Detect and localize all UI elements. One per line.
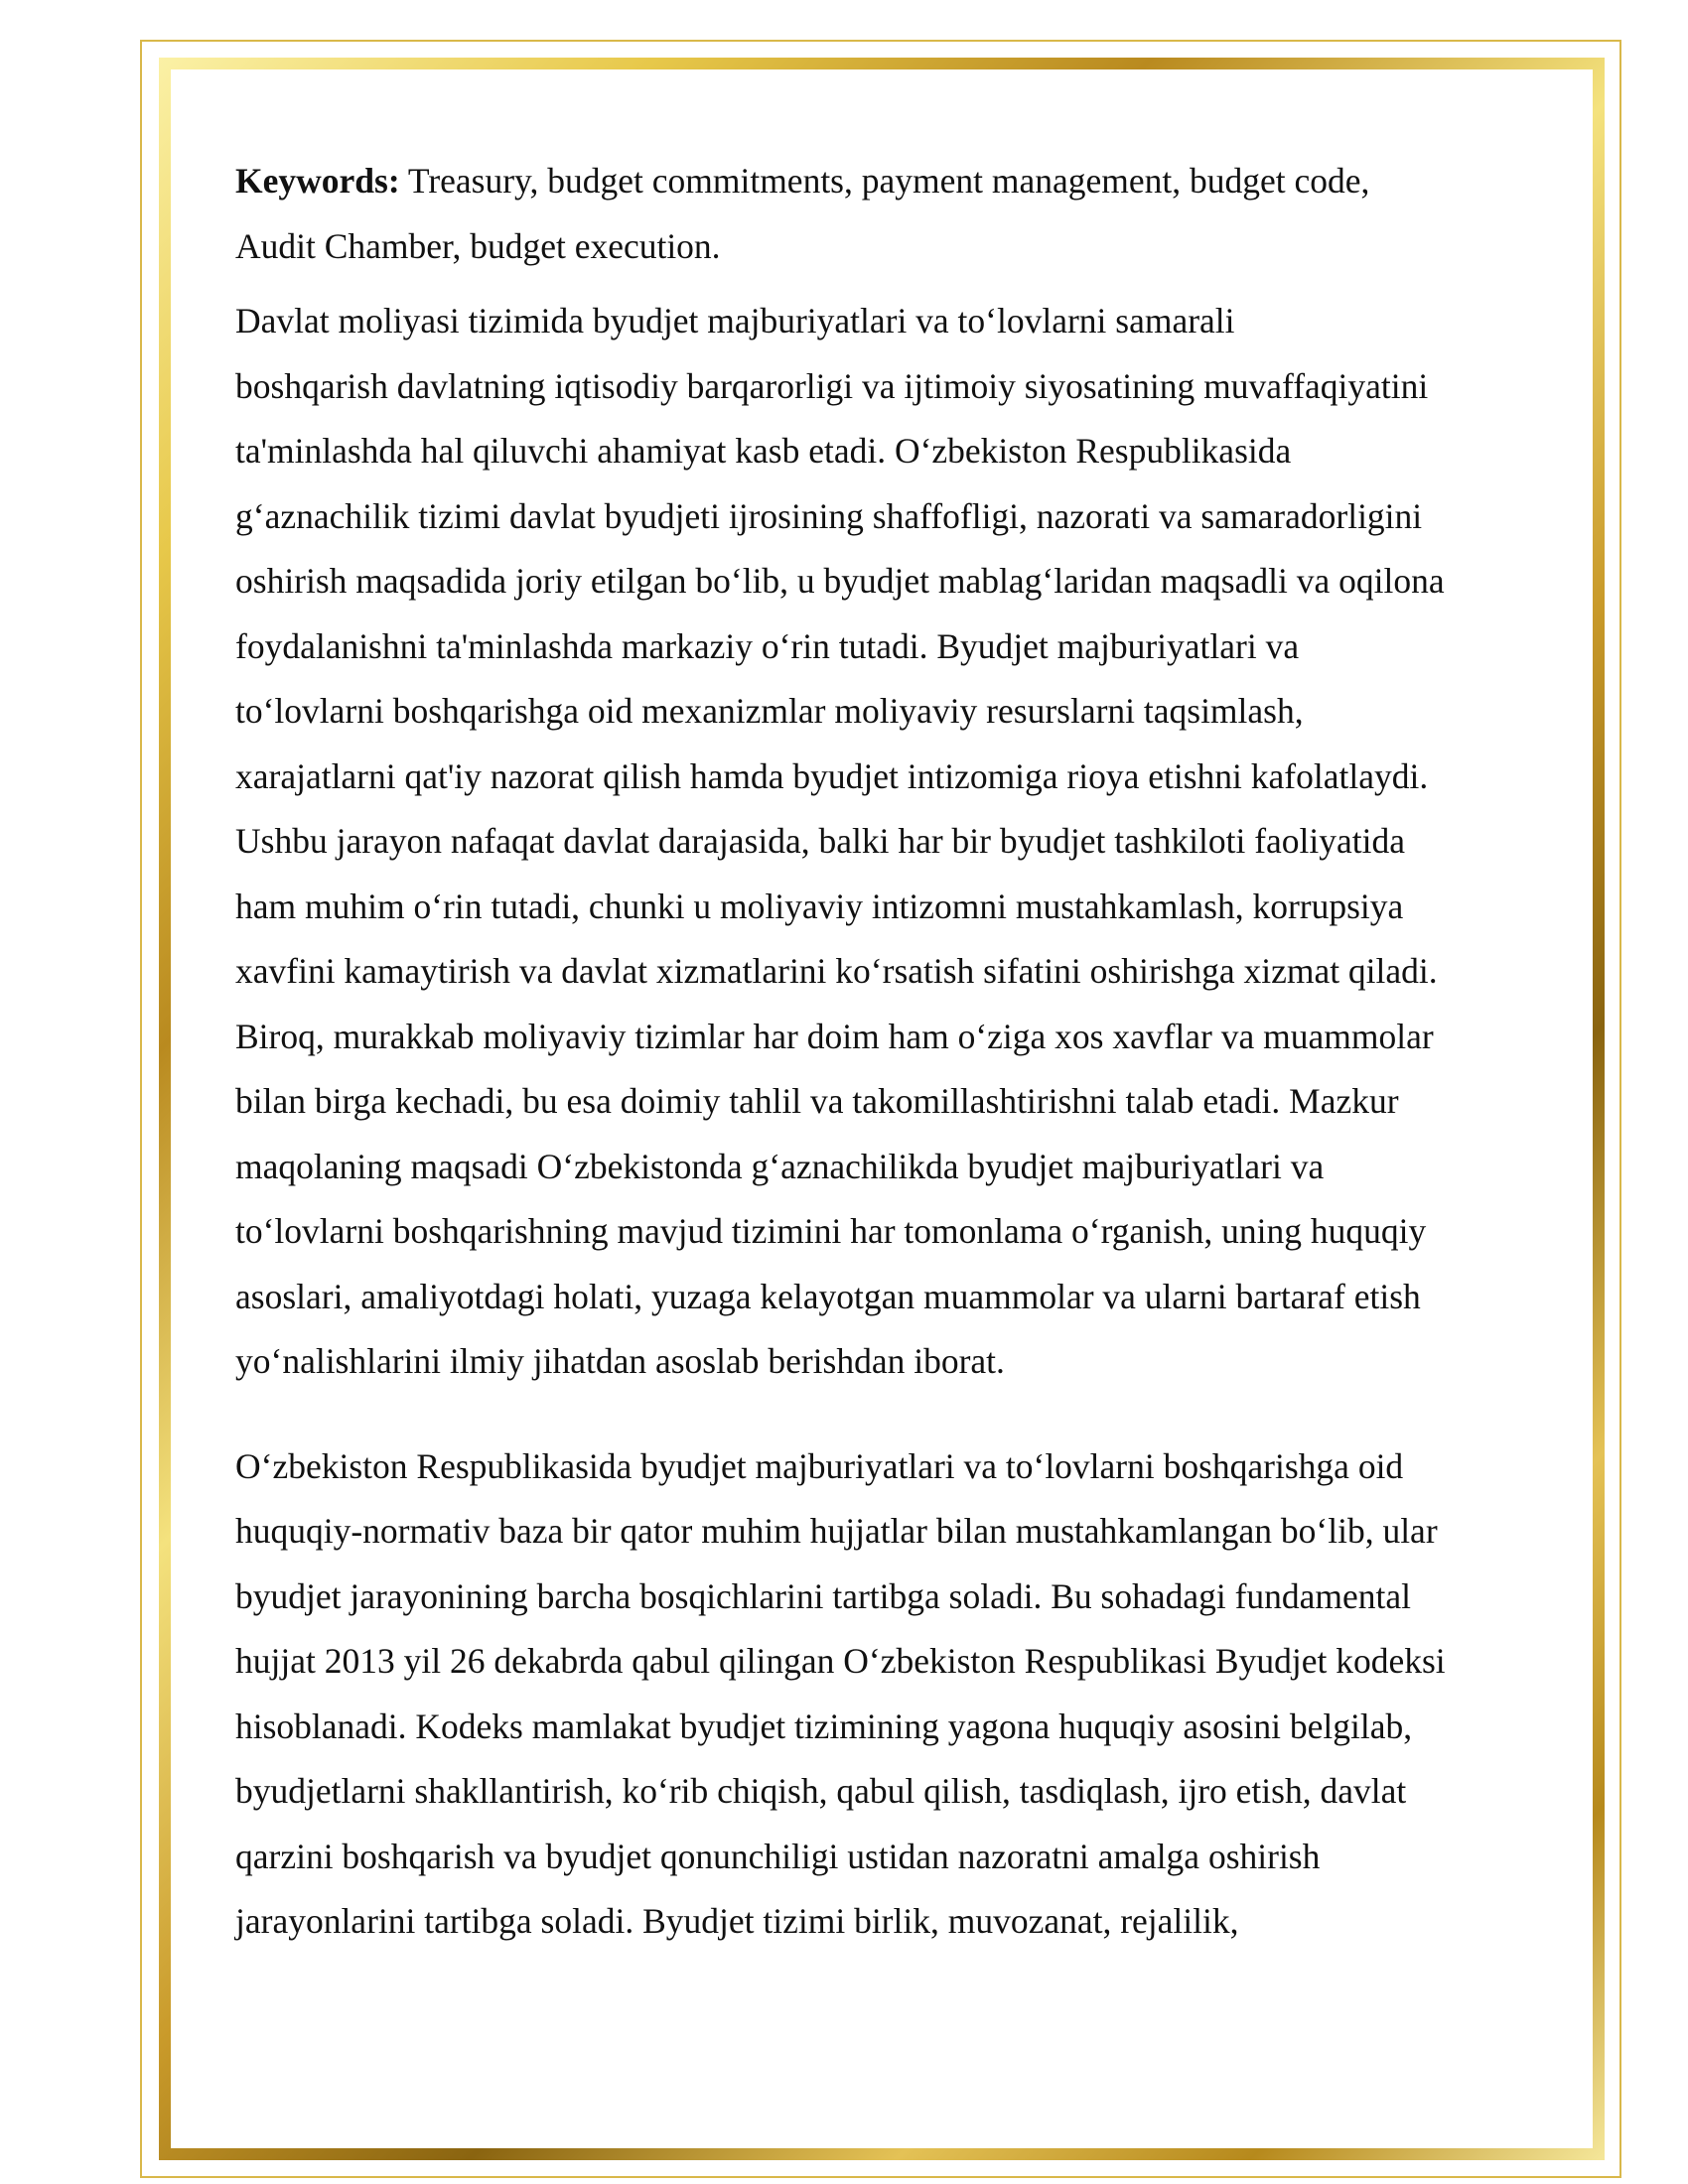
spacer	[235, 279, 1588, 289]
keywords-text: Treasury, budget commitments, payment management, budget code,	[399, 161, 1370, 201]
text-line: to‘lovlarni boshqarishning mavjud tizimini har tomonlama o‘rganish, uning huquqiy	[235, 1211, 1427, 1251]
text-line: ham muhim o‘rin tutadi, chunki u moliyaviy intizomni mustahkamlash, korrupsiya	[235, 886, 1404, 926]
paragraph-intro	[235, 289, 1588, 1395]
text-line: jarayonlarini tartibga soladi. Byudjet tizimi birlik, muvozanat, rejalilik,	[235, 1901, 1239, 1941]
text-line: boshqarish davlatning iqtisodiy barqarorligi va ijtimoiy siyosatining muvaffaqiyatini	[235, 365, 1429, 406]
keywords-line-1	[235, 149, 1588, 214]
text-line: oshirish maqsadida joriy etilgan bo‘lib, u byudjet mablag‘laridan maqsadli va oqilona	[235, 561, 1445, 601]
text-line: maqolaning maqsadi O‘zbekistonda g‘aznachilikda byudjet majburiyatlari va	[235, 1146, 1325, 1186]
text-line: hisoblanadi. Kodeks mamlakat byudjet tizimining yagona huquqiy asosini belgilab,	[235, 1706, 1413, 1746]
text-line: Biroq, murakkab moliyaviy tizimlar har doim ham o‘ziga xos xavflar va muammolar	[235, 1016, 1434, 1056]
text-line: Ushbu jarayon nafaqat davlat darajasida, balki har bir byudjet tashkiloti faoliyatida	[235, 821, 1406, 861]
text-line: O‘zbekiston Respublikasida byudjet majburiyatlari va to‘lovlarni boshqarishga oid	[235, 1445, 1404, 1486]
text-line: yo‘nalishlarini ilmiy jihatdan asoslab berishdan iborat.	[235, 1341, 1005, 1381]
text-line: qarzini boshqarish va byudjet qonunchiligi ustidan nazoratni amalga oshirish	[235, 1836, 1321, 1876]
text-line: hujjat 2013 yil 26 dekabrda qabul qilingan O‘zbekiston Respublikasi Byudjet kodeksi	[235, 1641, 1446, 1681]
text-line: g‘aznachilik tizimi davlat byudjeti ijrosining shaffofligi, nazorati va samaradorligini	[235, 495, 1423, 536]
text-line: ta'minlashda hal qiluvchi ahamiyat kasb etadi. O‘zbekiston Respublikasida	[235, 431, 1292, 471]
text-line: xarajatlarni qat'iy nazorat qilish hamda byudjet intizomiga rioya etishni kafolatlaydi.	[235, 755, 1429, 796]
text-line: to‘lovlarni boshqarishga oid mexanizmlar moliyaviy resurslarni taqsimlash,	[235, 691, 1304, 731]
article-content	[235, 149, 1588, 1955]
text-line: asoslari, amaliyotdagi holati, yuzaga kelayotgan muammolar va ularni bartaraf etish	[235, 1276, 1421, 1316]
keywords-line-2: Audit Chamber, budget execution.	[235, 225, 721, 266]
text-line: Davlat moliyasi tizimida byudjet majburiyatlari va to‘lovlarni samarali	[235, 301, 1235, 341]
text-line: xavfini kamaytirish va davlat xizmatlarini ko‘rsatish sifatini oshirishga xizmat qiladi.	[235, 951, 1438, 991]
text-line: byudjet jarayonining barcha bosqichlarini tartibga soladi. Bu sohadagi fundamental	[235, 1575, 1411, 1616]
text-line: foydalanishni ta'minlashda markaziy o‘rin tutadi. Byudjet majburiyatlari va	[235, 625, 1300, 666]
text-line: huquqiy-normativ baza bir qator muhim hujjatlar bilan mustahkamlangan bo‘lib, ular	[235, 1511, 1438, 1551]
paragraph-legal-basis	[235, 1434, 1588, 1955]
text-line: bilan birga kechadi, bu esa doimiy tahlil va takomillashtirishni talab etadi. Mazkur	[235, 1081, 1399, 1121]
spacer	[235, 1395, 1588, 1434]
keywords-block	[235, 149, 1588, 279]
keywords-label: Keywords:	[235, 161, 400, 201]
text-line: byudjetlarni shakllantirish, ko‘rib chiqish, qabul qilish, tasdiqlash, ijro etish, davlat	[235, 1771, 1407, 1811]
